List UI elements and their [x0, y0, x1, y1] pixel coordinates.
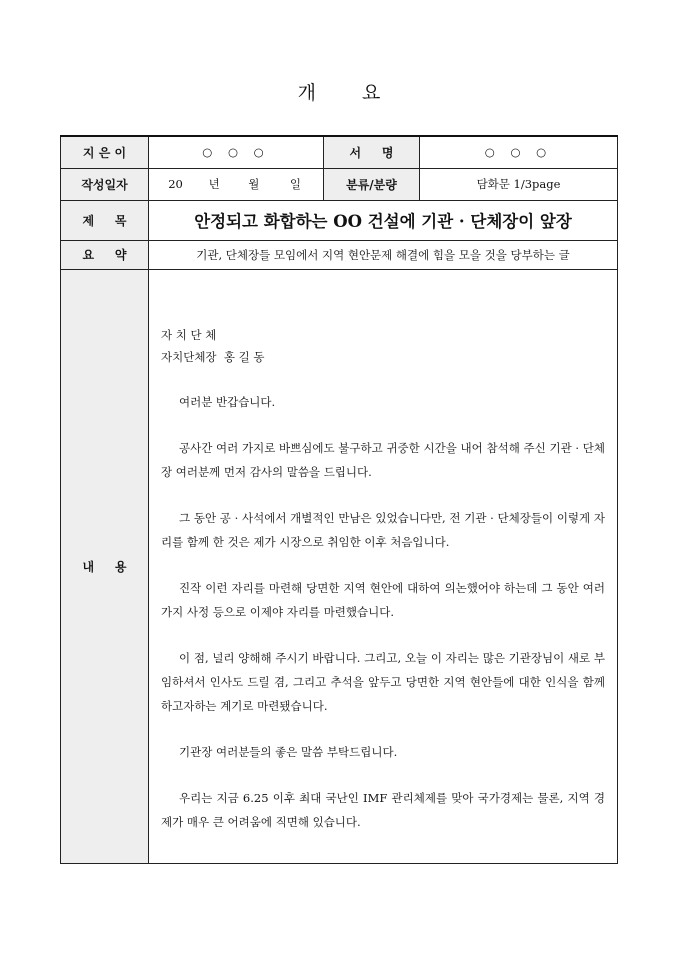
paragraph: 그 동안 공 · 사석에서 개별적인 만남은 있었습니다만, 전 기관 · 단체장들이 이렇게 자리를 함께 한 것은 제가 시장으로 취임한 이후 처음입니다. — [161, 510, 605, 549]
addressee-line-2: 자치단체장 홍 길 동 — [161, 349, 265, 364]
summary-row — [61, 240, 618, 269]
addressee-line-1: 자 치 단 체 — [161, 327, 217, 342]
content-row — [61, 269, 618, 863]
author-label: 지 은 이 — [61, 136, 149, 168]
page-title — [0, 78, 680, 105]
document-form-table — [60, 135, 618, 864]
summary-label-text: 요 약 — [82, 248, 127, 262]
title-row — [61, 200, 618, 240]
title-label — [61, 200, 149, 240]
title-value: 안정되고 화합하는 OO 건설에 기관 · 단체장이 앞장 — [149, 200, 618, 240]
paragraph: 공사간 여러 가지로 바쁘심에도 불구하고 귀중한 시간을 내어 참석해 주신 기관 · 단체장 여러분께 먼저 감사의 말씀을 드립니다. — [161, 440, 605, 479]
date-year: 20 — [168, 177, 183, 191]
page-title-part1: 개 — [297, 82, 318, 104]
content-body — [149, 269, 618, 863]
signature-label — [324, 136, 420, 168]
category-value: 담화문 1/3page — [420, 168, 618, 200]
date-year-unit: 년 — [208, 177, 220, 191]
paragraph: 여러분 반갑습니다. — [179, 394, 276, 409]
date-month-unit: 월 — [248, 177, 260, 191]
paragraph: 우리는 지금 6.25 이후 최대 국난인 IMF 관리체제를 맞아 국가경제는 물론, 지역 경제가 매우 큰 어려움에 직면해 있습니다. — [161, 790, 605, 829]
signature-label-text: 서 명 — [349, 145, 394, 160]
date-value — [149, 168, 324, 200]
paragraph: 이 점, 널리 양해해 주시기 바랍니다. 그리고, 오늘 이 자리는 많은 기관장님이 새로 부임하셔서 인사도 드릴 겸, 그리고 추석을 앞두고 당면한 지역 현안들에 대한 인식을 함께 하고자하는 계기로 마련됐습니다. — [161, 650, 605, 713]
page-title-part2: 요 — [362, 82, 383, 104]
summary-value: 기관, 단체장들 모임에서 지역 현안문제 해결에 힘을 모을 것을 당부하는 글 — [149, 240, 618, 269]
category-label: 분류/분량 — [324, 168, 420, 200]
author-value: ○ ○ ○ — [149, 136, 324, 168]
content-label — [61, 269, 149, 863]
title-label-text: 제 목 — [82, 213, 127, 228]
summary-label — [61, 240, 149, 269]
signature-value: ○ ○ ○ — [420, 136, 618, 168]
content-label-text: 내 용 — [82, 559, 127, 574]
paragraph: 기관장 여러분들의 좋은 말씀 부탁드립니다. — [179, 744, 398, 759]
date-row — [61, 168, 618, 200]
date-day-unit: 일 — [289, 177, 302, 191]
author-row — [61, 136, 618, 168]
date-label: 작성일자 — [61, 168, 149, 200]
paragraph: 진작 이런 자리를 마련해 당면한 지역 현안에 대하여 의논했어야 하는데 그 동안 여러 가지 사정 등으로 이제야 자리를 마련했습니다. — [161, 580, 605, 619]
